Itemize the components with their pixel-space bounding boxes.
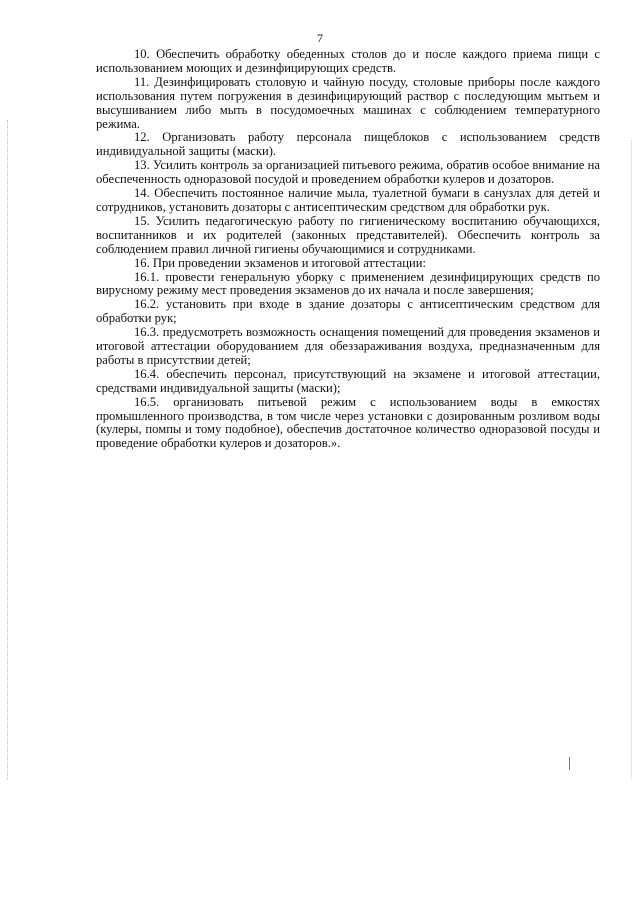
paragraph-15: 15. Усилить педагогическую работу по гигиеническому воспитанию обучающихся, воспитанников и их родителей (законных представителей). Обеспечить контроль за соблюдением правил личной гигиены обучающимися и сотрудниками. <box>96 213 600 256</box>
paragraph-11: 11. Дезинфицировать столовую и чайную посуду, столовые приборы после каждого использования путем погружения в дезинфицирующий раствор с последующим мытьем и высушиванием либо мыть в посудомоечных машинах с соблюдением температурного режима. <box>96 74 600 131</box>
paragraph-16-2: 16.2. установить при входе в здание дозаторы с антисептическим средством для обработки рук; <box>96 297 600 326</box>
paragraph-16-4: 16.4. обеспечить персонал, присутствующий на экзамене и итоговой аттестации, средствами индивидуальной защиты (маски); <box>96 366 600 395</box>
scan-edge-left <box>7 120 8 780</box>
scan-edge-right <box>631 140 632 780</box>
paragraph-14: 14. Обеспечить постоянное наличие мыла, туалетной бумаги в санузлах для детей и сотрудников, установить дозаторы с антисептическим средством для обработки рук. <box>96 186 600 214</box>
paragraph-12: 12. Организовать работу персонала пищеблоков с использованием средств индивидуальной защиты (маски). <box>96 130 600 159</box>
paragraph-16-3: 16.3. предусмотреть возможность оснащения помещений для проведения экзаменов и итоговой аттестации оборудованием для обеззараживания воздуха, предназначенным для работы в присутствии детей; <box>96 325 600 367</box>
paragraph-16: 16. При проведении экзаменов и итоговой аттестации: <box>134 255 426 270</box>
paragraph-16-5: 16.5. организовать питьевой режим с использованием воды в емкостях промышленного производства, в том числе через установки с дозированным розливом воды (кулеры, помпы и тому подобное), обеспечив достаточное количество одноразовой посуды и проведение обработки кулеров и дозаторов.». <box>96 394 600 451</box>
paragraph-10: 10. Обеспечить обработку обеденных столов до и после каждого приема пищи с использованием моющих и дезинфицирующих средств. <box>96 47 600 75</box>
paragraph-13: 13. Усилить контроль за организацией питьевого режима, обратив особое внимание на обеспеченность одноразовой посудой и проведением обработки кулеров и дозаторов. <box>96 158 600 187</box>
margin-mark <box>569 757 570 770</box>
paragraph-16-1: 16.1. провести генеральную уборку с применением дезинфицирующих средств по вирусному режиму мест проведения экзаменов до их начала и после завершения; <box>96 269 600 298</box>
page-number: 7 <box>317 31 323 45</box>
document-body <box>96 48 600 451</box>
